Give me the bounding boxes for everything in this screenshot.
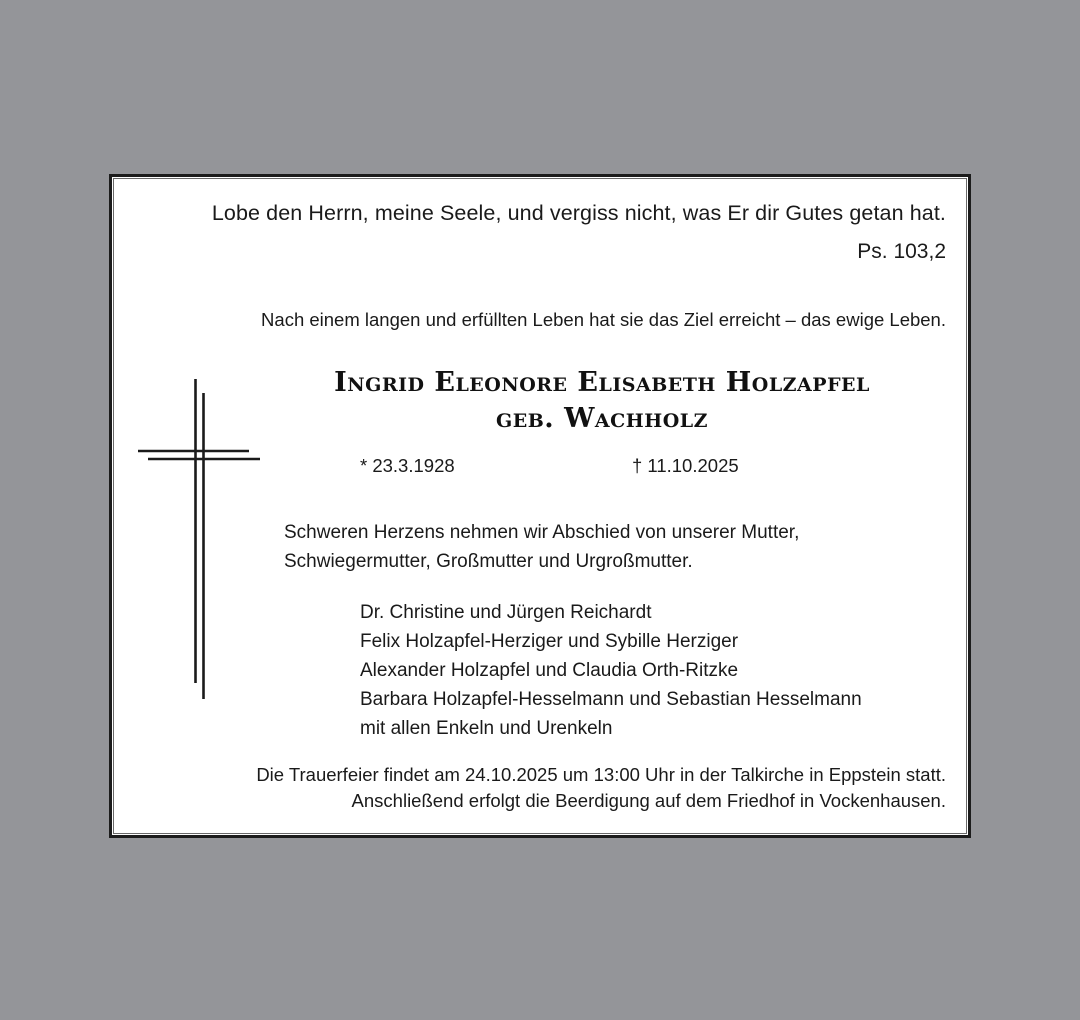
birth-date: * 23.3.1928	[360, 455, 455, 476]
bible-verse: Lobe den Herrn, meine Seele, und vergiss nicht, was Er dir Gutes getan hat.	[211, 201, 946, 225]
burial-info: Anschließend erfolgt die Beerdigung auf dem Friedhof in Vockenhausen.	[351, 790, 946, 811]
family-member: Alexander Holzapfel und Claudia Orth-Ritzke	[360, 660, 739, 681]
family-list	[360, 598, 862, 743]
family-member: Barbara Holzapfel-Hesselmann und Sebastian Hesselmann	[360, 689, 862, 710]
mourning-line-2: Schwiegermutter, Großmutter und Urgroßmutter.	[284, 551, 693, 572]
deceased-name: Ingrid Eleonore Elisabeth Holzapfel	[334, 367, 870, 398]
verse-reference: Ps. 103,2	[857, 240, 946, 263]
family-member: mit allen Enkeln und Urenkeln	[360, 718, 613, 739]
death-date: † 11.10.2025	[632, 455, 739, 476]
obituary-card	[109, 174, 971, 838]
family-member: Felix Holzapfel-Herziger und Sybille Herziger	[360, 631, 739, 652]
mourning-line-1: Schweren Herzens nehmen wir Abschied von unserer Mutter,	[284, 522, 800, 543]
family-member: Dr. Christine und Jürgen Reichardt	[360, 602, 652, 623]
funeral-info: Die Trauerfeier findet am 24.10.2025 um 13:00 Uhr in der Talkirche in Eppstein statt.	[256, 764, 946, 785]
cross-icon	[134, 379, 264, 701]
intro-text: Nach einem langen und erfüllten Leben hat sie das Ziel erreicht – das ewige Leben.	[261, 309, 946, 330]
maiden-name: geb. Wachholz	[496, 403, 708, 434]
